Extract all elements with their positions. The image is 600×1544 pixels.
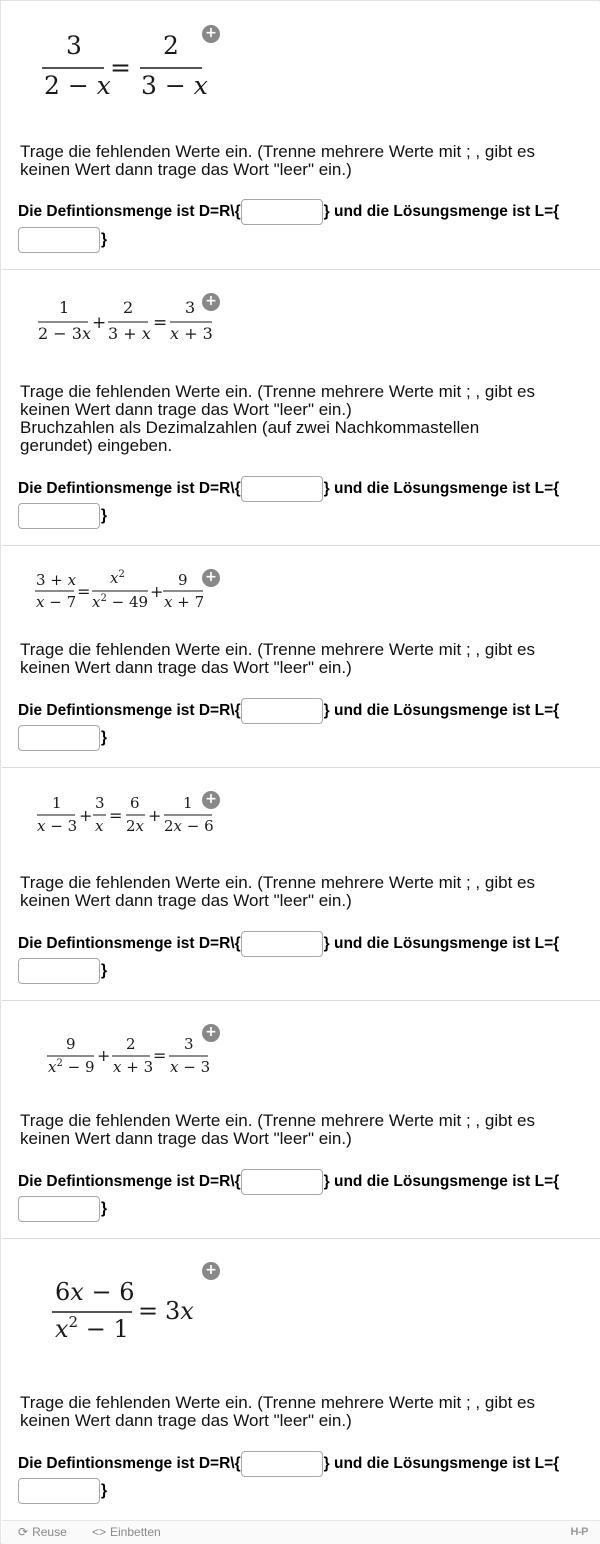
definition-line: Die Defintionsmenge ist D=R\{ } und die Lösungsmenge ist L={ (18, 199, 559, 225)
definition-line: Die Defintionsmenge ist D=R\{ } und die Lösungsmenge ist L={ (18, 698, 559, 724)
plus-icon[interactable]: + (202, 791, 220, 809)
eq5-denominator-1: $x^2 - 9$ (48, 1058, 95, 1076)
eq3-plus: + (150, 582, 164, 601)
eq5-denominator-3: x − 3 (170, 1058, 211, 1076)
eq4-denominator-2: x (95, 817, 104, 835)
eq3-numerator-2: $x^2$ (110, 569, 125, 587)
task-instruction: Trage die fehlenden Werte ein. (Trenne mehrere Werte mit ; , gibt es keinen Wert dann trage das Wort "leer" ein.) Bruchzahlen als Dezimalzahlen (auf zwei Nachkommastellen gerundet) eingeben. (20, 382, 535, 455)
eq3-denominator-1: x − 7 (36, 593, 77, 611)
definition-input[interactable] (241, 931, 323, 957)
task-1 (2, 2, 600, 270)
equation-1-svg (2, 2, 262, 112)
eq4-numerator-4: 1 (183, 794, 193, 812)
task-6 (2, 1239, 600, 1520)
solution-input[interactable] (18, 227, 100, 253)
eq5-numerator-3: 3 (184, 1035, 194, 1053)
reuse-button[interactable] (18, 1525, 67, 1539)
solution-line: } (18, 1478, 107, 1504)
solution-input[interactable] (18, 958, 100, 984)
definition-line: Die Defintionsmenge ist D=R\{ } und die Lösungsmenge ist L={ (18, 1451, 559, 1477)
equation-2-svg (2, 270, 262, 380)
definition-input[interactable] (241, 1451, 323, 1477)
definition-input[interactable] (241, 199, 323, 225)
equation-2 (2, 270, 262, 380)
eq4-numerator-3: 6 (130, 794, 140, 812)
eq5-numerator-1: 9 (66, 1035, 76, 1053)
solution-input[interactable] (18, 1196, 100, 1222)
eq5-numerator-2: 2 (126, 1035, 136, 1053)
solution-line: } (18, 1196, 107, 1222)
eq4-equals: = (109, 806, 123, 825)
definition-input[interactable] (241, 1169, 323, 1195)
solution-input[interactable] (18, 725, 100, 751)
task-instruction: Trage die fehlenden Werte ein. (Trenne mehrere Werte mit ; , gibt es keinen Wert dann trage das Wort "leer" ein.) (20, 1111, 535, 1148)
eq3-denominator-2: $x^2 - 49$ (92, 593, 149, 611)
eq1-equals: = (110, 53, 131, 82)
definition-line: Die Defintionsmenge ist D=R\{ } und die Lösungsmenge ist L={ (18, 1169, 559, 1195)
eq4-plus-1: + (79, 806, 93, 825)
h5p-footer (2, 1520, 600, 1544)
eq4-numerator-2: 3 (95, 794, 105, 812)
eq1-denominator-1: 2 − x (44, 71, 111, 100)
equation-6 (2, 1239, 262, 1349)
solution-line: } (18, 958, 107, 984)
eq2-numerator-2: 2 (123, 298, 134, 317)
eq2-numerator-1: 1 (59, 298, 70, 317)
reuse-icon: ⟳ (18, 1525, 29, 1539)
plus-icon[interactable]: + (202, 1024, 220, 1042)
eq4-numerator-1: 1 (52, 794, 62, 812)
definition-input[interactable] (241, 698, 323, 724)
eq5-denominator-2: x + 3 (113, 1058, 154, 1076)
task-instruction: Trage die fehlenden Werte ein. (Trenne mehrere Werte mit ; , gibt es keinen Wert dann trage das Wort "leer" ein.) (20, 873, 535, 910)
eq5-plus: + (97, 1046, 111, 1065)
plus-icon[interactable]: + (202, 25, 220, 43)
solution-input[interactable] (18, 1478, 100, 1504)
task-instruction: Trage die fehlenden Werte ein. (Trenne mehrere Werte mit ; , gibt es keinen Wert dann trage das Wort "leer" ein.) (20, 142, 535, 179)
eq2-denominator-3: x + 3 (170, 324, 213, 343)
embed-label: Einbetten (110, 1525, 161, 1539)
task-2 (2, 270, 600, 546)
definition-line: Die Defintionsmenge ist D=R\{ } und die Lösungsmenge ist L={ (18, 931, 559, 957)
definition-input[interactable] (241, 476, 323, 502)
eq6-equals: = (138, 1297, 159, 1325)
eq6-right-side: 3x (165, 1297, 194, 1325)
embed-button[interactable] (92, 1525, 161, 1539)
eq2-numerator-3: 3 (185, 298, 196, 317)
eq4-denominator-1: x − 3 (37, 817, 78, 835)
solution-line: } (18, 503, 107, 529)
eq2-plus: + (92, 313, 107, 333)
eq3-equals: = (77, 582, 91, 601)
plus-icon[interactable]: + (202, 569, 220, 587)
equation-5 (2, 1001, 262, 1111)
eq4-plus-2: + (148, 806, 162, 825)
solution-line: } (18, 725, 107, 751)
eq3-numerator-3: 9 (178, 571, 188, 589)
solution-input[interactable] (18, 503, 100, 529)
task-4 (2, 768, 600, 1001)
solution-line: } (18, 227, 107, 253)
eq3-numerator-1: 3 + x (36, 571, 77, 589)
equation-5-svg (2, 1001, 262, 1111)
eq1-numerator-1: 3 (66, 31, 82, 60)
plus-icon[interactable]: + (202, 1262, 220, 1280)
task-instruction: Trage die fehlenden Werte ein. (Trenne mehrere Werte mit ; , gibt es keinen Wert dann trage das Wort "leer" ein.) (20, 640, 535, 677)
eq1-denominator-2: 3 − x (141, 71, 208, 100)
reuse-label: Reuse (32, 1525, 67, 1539)
equation-6-svg (2, 1239, 262, 1349)
eq5-equals: = (153, 1046, 167, 1065)
task-5 (2, 1001, 600, 1239)
code-icon: <> (92, 1525, 107, 1539)
eq6-numerator-1: 6x − 6 (55, 1278, 135, 1306)
eq2-denominator-1: 2 − 3x (38, 324, 91, 343)
definition-line: Die Defintionsmenge ist D=R\{ } und die Lösungsmenge ist L={ (18, 476, 559, 502)
equation-4 (2, 768, 262, 878)
eq6-denominator-1: $x^2 - 1$ (55, 1313, 129, 1343)
h5p-logo[interactable]: H-P (570, 1526, 588, 1538)
eq1-numerator-2: 2 (163, 31, 179, 60)
equation-4-svg (2, 768, 262, 878)
equation-1 (2, 2, 262, 112)
eq2-denominator-2: 3 + x (108, 324, 151, 343)
task-instruction: Trage die fehlenden Werte ein. (Trenne mehrere Werte mit ; , gibt es keinen Wert dann trage das Wort "leer" ein.) (20, 1393, 535, 1430)
task-3 (2, 546, 600, 768)
eq3-denominator-3: x + 7 (164, 593, 205, 611)
eq4-denominator-4: 2x − 6 (164, 817, 214, 835)
eq2-equals: = (153, 313, 168, 333)
plus-icon[interactable]: + (202, 293, 220, 311)
eq4-denominator-3: 2x (126, 817, 145, 835)
